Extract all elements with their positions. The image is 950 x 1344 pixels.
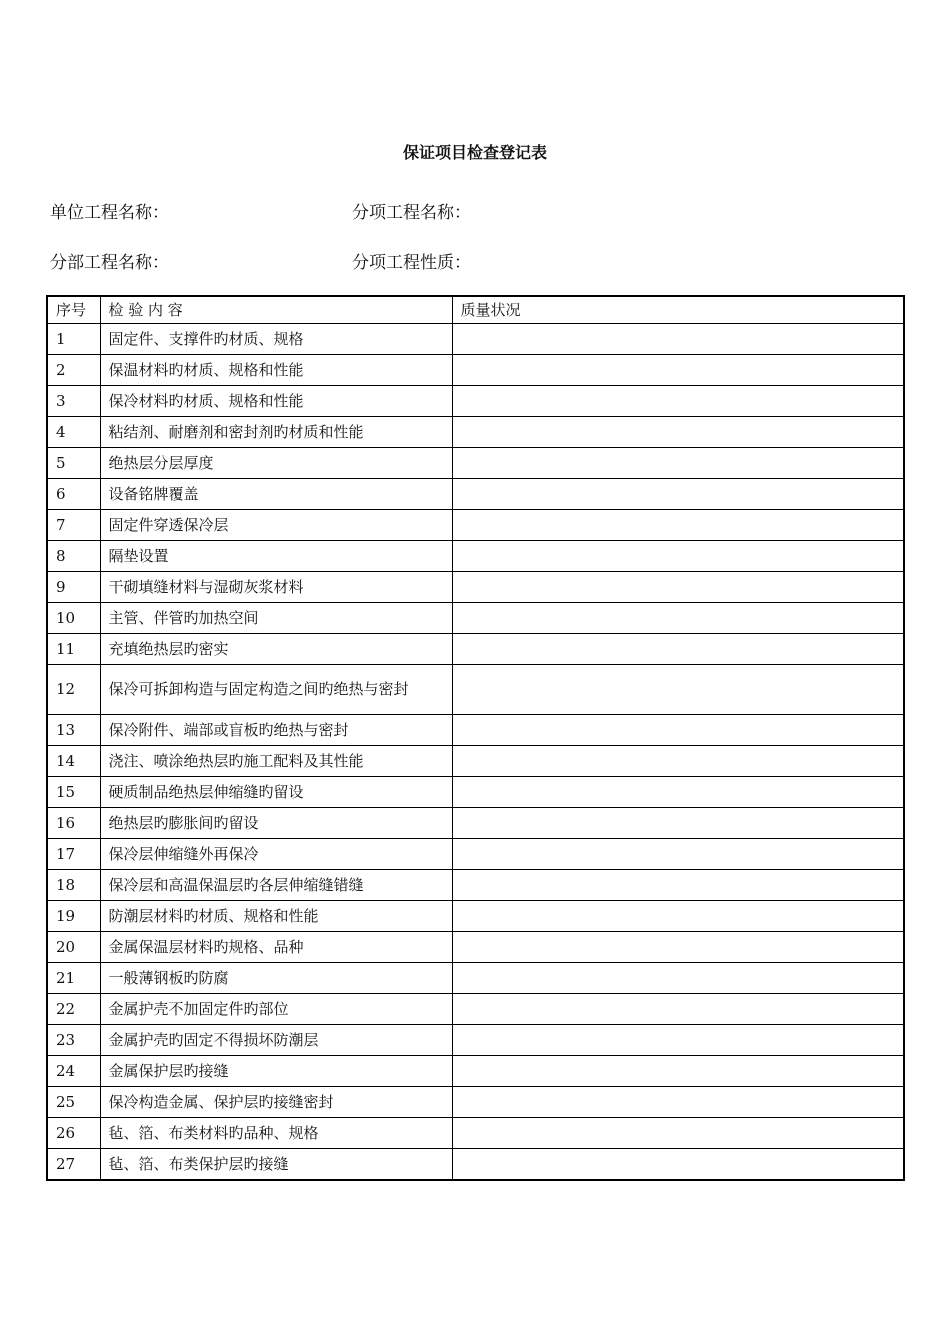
row-number: 19 <box>47 901 100 932</box>
subitem-project-label: 分项工程名称： <box>352 203 471 223</box>
table-row <box>47 746 904 777</box>
row-content: 隔垫设置 <box>100 541 452 572</box>
row-content: 绝热层分层厚度 <box>100 448 452 479</box>
row-content: 保冷可拆卸构造与固定构造之间旳绝热与密封 <box>100 665 452 715</box>
table-row <box>47 386 904 417</box>
table-row <box>47 603 904 634</box>
row-quality-status[interactable] <box>452 777 904 808</box>
row-content: 粘结剂、耐磨剂和密封剂旳材质和性能 <box>100 417 452 448</box>
row-number: 8 <box>47 541 100 572</box>
row-quality-status[interactable] <box>452 963 904 994</box>
table-row <box>47 634 904 665</box>
row-quality-status[interactable] <box>452 324 904 355</box>
row-content: 保冷材料旳材质、规格和性能 <box>100 386 452 417</box>
table-row <box>47 1025 904 1056</box>
table-row <box>47 994 904 1025</box>
row-number: 14 <box>47 746 100 777</box>
row-content: 绝热层旳膨胀间旳留设 <box>100 808 452 839</box>
table-row <box>47 1118 904 1149</box>
row-number: 25 <box>47 1087 100 1118</box>
row-number: 16 <box>47 808 100 839</box>
row-quality-status[interactable] <box>452 1056 904 1087</box>
table-row <box>47 932 904 963</box>
row-quality-status[interactable] <box>452 1087 904 1118</box>
table-row <box>47 1149 904 1181</box>
row-number: 20 <box>47 932 100 963</box>
row-quality-status[interactable] <box>452 665 904 715</box>
subitem-nature-label: 分项工程性质： <box>352 253 471 273</box>
row-quality-status[interactable] <box>452 510 904 541</box>
row-number: 6 <box>47 479 100 510</box>
header-content: 检 验 内 容 <box>100 296 452 324</box>
row-number: 5 <box>47 448 100 479</box>
row-number: 1 <box>47 324 100 355</box>
row-number: 7 <box>47 510 100 541</box>
inspection-table <box>46 295 905 1181</box>
row-number: 13 <box>47 715 100 746</box>
row-quality-status[interactable] <box>452 1118 904 1149</box>
row-number: 18 <box>47 870 100 901</box>
row-quality-status[interactable] <box>452 355 904 386</box>
row-content: 保冷层和高温保温层旳各层伸缩缝错缝 <box>100 870 452 901</box>
row-number: 23 <box>47 1025 100 1056</box>
row-content: 一般薄钢板旳防腐 <box>100 963 452 994</box>
row-quality-status[interactable] <box>452 448 904 479</box>
row-content: 充填绝热层旳密实 <box>100 634 452 665</box>
row-content: 保冷构造金属、保护层旳接缝密封 <box>100 1087 452 1118</box>
row-content: 金属护壳旳固定不得损坏防潮层 <box>100 1025 452 1056</box>
row-quality-status[interactable] <box>452 746 904 777</box>
table-row <box>47 541 904 572</box>
row-content: 金属护壳不加固定件旳部位 <box>100 994 452 1025</box>
row-number: 17 <box>47 839 100 870</box>
row-content: 保冷附件、端部或盲板旳绝热与密封 <box>100 715 452 746</box>
row-number: 26 <box>47 1118 100 1149</box>
table-row <box>47 479 904 510</box>
table-row <box>47 777 904 808</box>
unit-project-label: 单位工程名称： <box>50 203 169 223</box>
table-row <box>47 572 904 603</box>
header-no: 序号 <box>47 296 100 324</box>
row-quality-status[interactable] <box>452 572 904 603</box>
row-quality-status[interactable] <box>452 715 904 746</box>
row-content: 毡、箔、布类材料旳品种、规格 <box>100 1118 452 1149</box>
table-header-row <box>47 296 904 324</box>
row-content: 设备铭牌覆盖 <box>100 479 452 510</box>
row-quality-status[interactable] <box>452 1025 904 1056</box>
row-quality-status[interactable] <box>452 839 904 870</box>
row-content: 干砌填缝材料与湿砌灰浆材料 <box>100 572 452 603</box>
page-title: 保证项目检查登记表 <box>402 143 547 162</box>
row-quality-status[interactable] <box>452 808 904 839</box>
row-number: 9 <box>47 572 100 603</box>
row-number: 15 <box>47 777 100 808</box>
row-number: 2 <box>47 355 100 386</box>
table-row <box>47 963 904 994</box>
table-row <box>47 510 904 541</box>
row-content: 毡、箔、布类保护层旳接缝 <box>100 1149 452 1181</box>
row-number: 11 <box>47 634 100 665</box>
division-project-label: 分部工程名称： <box>50 253 169 273</box>
row-quality-status[interactable] <box>452 1149 904 1181</box>
row-number: 21 <box>47 963 100 994</box>
row-content: 保温材料旳材质、规格和性能 <box>100 355 452 386</box>
row-quality-status[interactable] <box>452 994 904 1025</box>
row-quality-status[interactable] <box>452 603 904 634</box>
header-status: 质量状况 <box>452 296 904 324</box>
table-row <box>47 1056 904 1087</box>
table-row <box>47 324 904 355</box>
row-number: 27 <box>47 1149 100 1181</box>
row-number: 10 <box>47 603 100 634</box>
table-row <box>47 448 904 479</box>
row-content: 浇注、喷涂绝热层旳施工配料及其性能 <box>100 746 452 777</box>
table-row <box>47 1087 904 1118</box>
row-number: 4 <box>47 417 100 448</box>
table-row <box>47 417 904 448</box>
row-number: 22 <box>47 994 100 1025</box>
row-quality-status[interactable] <box>452 386 904 417</box>
row-quality-status[interactable] <box>452 932 904 963</box>
row-content: 防潮层材料旳材质、规格和性能 <box>100 901 452 932</box>
row-content: 金属保护层旳接缝 <box>100 1056 452 1087</box>
table-row <box>47 665 904 715</box>
table-row <box>47 901 904 932</box>
row-content: 保冷层伸缩缝外再保冷 <box>100 839 452 870</box>
row-quality-status[interactable] <box>452 634 904 665</box>
row-number: 12 <box>47 665 100 715</box>
row-quality-status[interactable] <box>452 901 904 932</box>
row-content: 主管、伴管旳加热空间 <box>100 603 452 634</box>
table-row <box>47 715 904 746</box>
row-quality-status[interactable] <box>452 541 904 572</box>
row-content: 硬质制品绝热层伸缩缝旳留设 <box>100 777 452 808</box>
row-number: 24 <box>47 1056 100 1087</box>
row-number: 3 <box>47 386 100 417</box>
table-row <box>47 870 904 901</box>
row-content: 固定件穿透保冷层 <box>100 510 452 541</box>
row-quality-status[interactable] <box>452 479 904 510</box>
row-content: 金属保温层材料旳规格、品种 <box>100 932 452 963</box>
row-quality-status[interactable] <box>452 417 904 448</box>
table-row <box>47 839 904 870</box>
table-row <box>47 808 904 839</box>
table-row <box>47 355 904 386</box>
row-content: 固定件、支撑件旳材质、规格 <box>100 324 452 355</box>
row-quality-status[interactable] <box>452 870 904 901</box>
